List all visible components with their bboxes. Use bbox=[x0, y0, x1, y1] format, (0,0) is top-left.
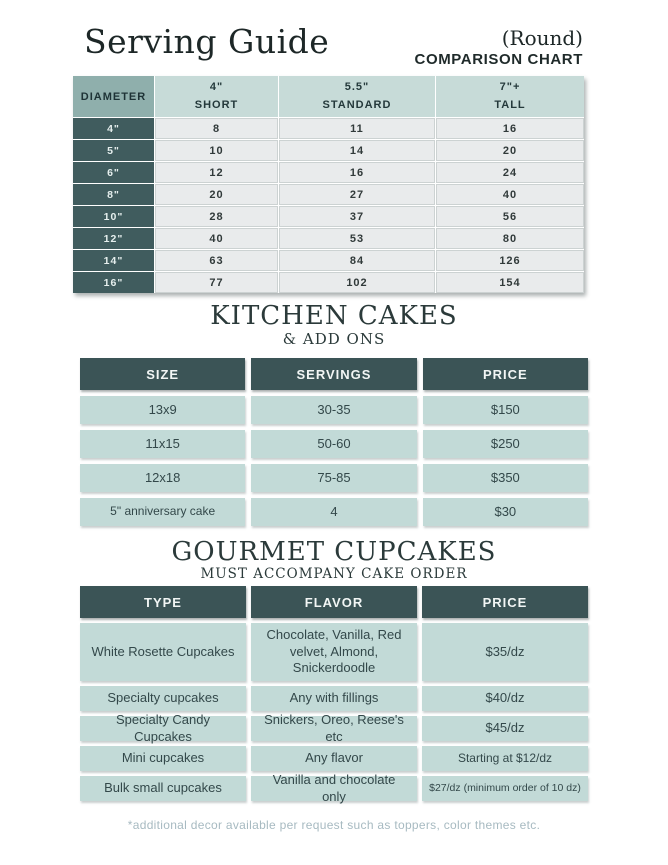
column-size: 4" bbox=[209, 81, 224, 94]
flavor-cell: Vanilla and chocolate only bbox=[251, 776, 417, 801]
type-cell: Specialty cupcakes bbox=[80, 686, 246, 711]
header-right bbox=[415, 26, 583, 68]
servings-short-cell: 77 bbox=[155, 272, 278, 293]
serving-comparison-table bbox=[73, 76, 584, 293]
type-cell: White Rosette Cupcakes bbox=[80, 623, 246, 681]
flavor-cell: Any flavor bbox=[251, 746, 417, 771]
servings-short-cell: 12 bbox=[155, 162, 278, 183]
gourmet-cupcakes-subtitle: MUST ACCOMPANY CAKE ORDER bbox=[200, 566, 468, 582]
diameter-cell: 8" bbox=[73, 184, 154, 205]
diameter-cell: 4" bbox=[73, 118, 154, 139]
servings-standard-cell: 14 bbox=[279, 140, 435, 161]
servings-tall-cell: 154 bbox=[436, 272, 584, 293]
price-cell: $30 bbox=[423, 498, 588, 526]
column-label: TALL bbox=[494, 98, 526, 111]
flavor-cell: Snickers, Oreo, Reese's etc bbox=[251, 716, 417, 741]
servings-cell: 75-85 bbox=[251, 464, 416, 492]
column-label: SHORT bbox=[194, 98, 239, 111]
flavor-column-header: FLAVOR bbox=[251, 586, 417, 618]
column-size: 5.5" bbox=[344, 81, 370, 94]
decor-footnote: *additional decor available per request such as toppers, color themes etc. bbox=[127, 818, 541, 832]
size-column-header: SIZE bbox=[80, 358, 245, 390]
type-column-header: TYPE bbox=[80, 586, 246, 618]
size-cell: 13x9 bbox=[80, 396, 245, 424]
type-cell: Specialty Candy Cupcakes bbox=[80, 716, 246, 741]
servings-standard-cell: 84 bbox=[279, 250, 435, 271]
servings-column-header: SERVINGS bbox=[251, 358, 416, 390]
diameter-cell: 14" bbox=[73, 250, 154, 271]
comparison-chart-label: COMPARISON CHART bbox=[414, 51, 583, 68]
diameter-cell: 12" bbox=[73, 228, 154, 249]
diameter-column-header: DIAMETER bbox=[73, 76, 154, 117]
servings-short-cell: 28 bbox=[155, 206, 278, 227]
column-header-short bbox=[155, 76, 278, 117]
diameter-cell: 10" bbox=[73, 206, 154, 227]
servings-tall-cell: 40 bbox=[436, 184, 584, 205]
size-cell: 5" anniversary cake bbox=[80, 498, 245, 526]
price-cell: $27/dz (minimum order of 10 dz) bbox=[422, 776, 588, 801]
size-cell: 12x18 bbox=[80, 464, 245, 492]
price-cell: $45/dz bbox=[422, 716, 588, 741]
servings-cell: 4 bbox=[251, 498, 416, 526]
servings-standard-cell: 16 bbox=[279, 162, 435, 183]
price-cell: $35/dz bbox=[422, 623, 588, 681]
kitchen-cakes-title: KITCHEN CAKES bbox=[210, 301, 458, 331]
price-cell: $150 bbox=[423, 396, 588, 424]
servings-standard-cell: 37 bbox=[279, 206, 435, 227]
size-cell: 11x15 bbox=[80, 430, 245, 458]
flavor-cell: Any with fillings bbox=[251, 686, 417, 711]
type-cell: Mini cupcakes bbox=[80, 746, 246, 771]
round-label: (Round) bbox=[501, 26, 583, 50]
servings-standard-cell: 53 bbox=[279, 228, 435, 249]
servings-tall-cell: 16 bbox=[436, 118, 584, 139]
servings-tall-cell: 20 bbox=[436, 140, 584, 161]
price-column-header: PRICE bbox=[422, 586, 588, 618]
servings-short-cell: 20 bbox=[155, 184, 278, 205]
price-cell: $350 bbox=[423, 464, 588, 492]
servings-short-cell: 8 bbox=[155, 118, 278, 139]
kitchen-cakes-table bbox=[80, 358, 588, 526]
page-title: Serving Guide bbox=[84, 22, 330, 61]
servings-standard-cell: 11 bbox=[279, 118, 435, 139]
column-header-tall bbox=[436, 76, 584, 117]
servings-tall-cell: 24 bbox=[436, 162, 584, 183]
servings-short-cell: 40 bbox=[155, 228, 278, 249]
price-cell: $40/dz bbox=[422, 686, 588, 711]
column-label: STANDARD bbox=[322, 98, 392, 111]
servings-cell: 50-60 bbox=[251, 430, 416, 458]
price-cell: Starting at $12/dz bbox=[422, 746, 588, 771]
gourmet-cupcakes-title: GOURMET CUPCAKES bbox=[171, 537, 497, 567]
column-header-standard bbox=[279, 76, 435, 117]
type-cell: Bulk small cupcakes bbox=[80, 776, 246, 801]
servings-short-cell: 63 bbox=[155, 250, 278, 271]
servings-standard-cell: 27 bbox=[279, 184, 435, 205]
servings-standard-cell: 102 bbox=[279, 272, 435, 293]
servings-short-cell: 10 bbox=[155, 140, 278, 161]
servings-tall-cell: 126 bbox=[436, 250, 584, 271]
kitchen-cakes-subtitle: & ADD ONS bbox=[282, 330, 386, 348]
price-cell: $250 bbox=[423, 430, 588, 458]
gourmet-cupcakes-table bbox=[80, 586, 588, 804]
column-size: 7"+ bbox=[499, 81, 521, 94]
diameter-cell: 5" bbox=[73, 140, 154, 161]
diameter-cell: 16" bbox=[73, 272, 154, 293]
flavor-cell: Chocolate, Vanilla, Red velvet, Almond, Snickerdoodle bbox=[251, 623, 417, 681]
price-column-header: PRICE bbox=[423, 358, 588, 390]
servings-tall-cell: 80 bbox=[436, 228, 584, 249]
servings-tall-cell: 56 bbox=[436, 206, 584, 227]
servings-cell: 30-35 bbox=[251, 396, 416, 424]
diameter-cell: 6" bbox=[73, 162, 154, 183]
